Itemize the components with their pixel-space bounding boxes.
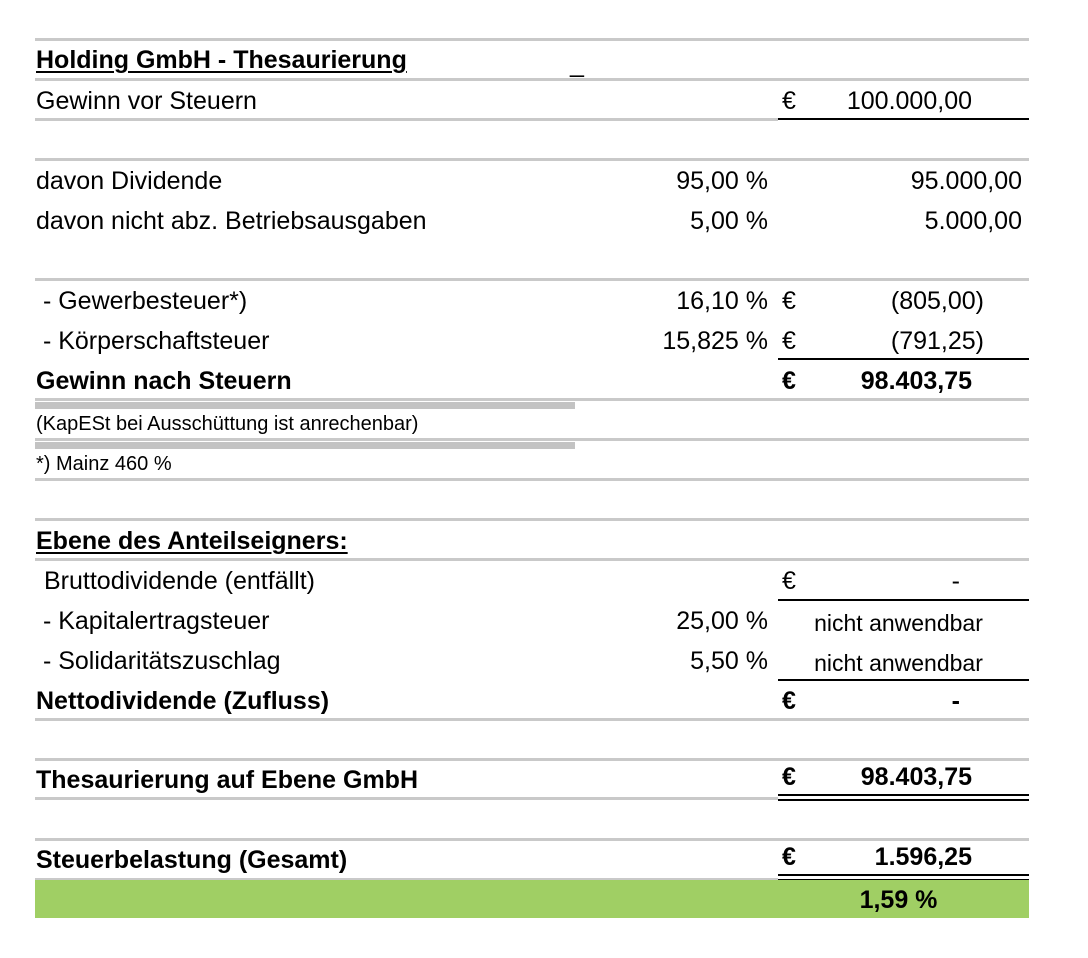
gridline <box>35 838 1029 841</box>
gridline <box>35 478 1029 481</box>
amount: 95.000,00 <box>910 167 1022 195</box>
note-kapest: (KapESt bei Ausschüttung ist anrechenbar) <box>36 413 419 435</box>
amount: 98.403,75 <box>860 763 972 791</box>
currency-symbol: € <box>782 287 796 315</box>
row-label: Nettodividende (Zufluss) <box>36 687 330 715</box>
note-bar <box>35 442 575 449</box>
row-label: Bruttodividende (entfällt) <box>44 567 315 595</box>
row-label: - Gewerbesteuer*) <box>36 287 248 315</box>
currency-symbol: € <box>782 567 796 595</box>
row-label: davon nicht abz. Betriebsausgaben <box>36 207 427 235</box>
currency-symbol: € <box>782 87 796 115</box>
gridline <box>35 797 778 800</box>
row-label: Gewinn nach Steuern <box>36 367 292 395</box>
amount: (791,25) <box>890 327 984 355</box>
section-title: Ebene des Anteilseigners: <box>36 527 348 555</box>
cell-border <box>778 799 1029 801</box>
not-applicable-text: nicht anwendbar <box>814 610 983 636</box>
row-label: - Solidaritätszuschlag <box>36 647 281 675</box>
percentage: 16,10 % <box>676 287 768 315</box>
amount: - <box>951 567 960 595</box>
gridline <box>35 38 1029 41</box>
total-percentage: 1,59 % <box>859 886 938 914</box>
gridline <box>35 78 1029 81</box>
currency-symbol: € <box>782 367 796 395</box>
amount: 1.596,25 <box>874 843 972 871</box>
gridline <box>35 518 1029 521</box>
gridline <box>35 118 778 121</box>
cell-border <box>778 874 1029 876</box>
percentage: 15,825 % <box>662 327 768 355</box>
cell-border <box>778 679 1029 681</box>
percentage: 25,00 % <box>676 607 768 635</box>
cell-border <box>778 599 1029 601</box>
gridline <box>35 278 1029 281</box>
percentage: 5,00 % <box>690 207 768 235</box>
currency-symbol: € <box>782 327 796 355</box>
not-applicable-text: nicht anwendbar <box>814 650 983 676</box>
gridline <box>35 718 1029 721</box>
amount: - <box>951 687 960 715</box>
row-label: Steuerbelastung (Gesamt) <box>36 846 348 874</box>
amount: 100.000,00 <box>846 87 972 115</box>
row-label: - Kapitalertragsteuer <box>36 607 270 635</box>
title-underscore: _ <box>570 50 584 78</box>
currency-symbol: € <box>782 763 796 791</box>
note-bar <box>35 402 575 409</box>
gridline <box>35 558 1029 561</box>
cell-border <box>778 358 1029 360</box>
note-mainz: *) Mainz 460 % <box>36 453 172 475</box>
percentage: 5,50 % <box>690 647 768 675</box>
percentage: 95,00 % <box>676 167 768 195</box>
row-label: Thesaurierung auf Ebene GmbH <box>36 766 419 794</box>
section-title: Holding GmbH - Thesaurierung <box>36 46 407 74</box>
row-label: Gewinn vor Steuern <box>36 87 257 115</box>
currency-symbol: € <box>782 687 796 715</box>
cell-border <box>778 794 1029 796</box>
amount: (805,00) <box>890 287 984 315</box>
amount: 5.000,00 <box>924 207 1022 235</box>
amount: 98.403,75 <box>860 367 972 395</box>
gridline <box>35 758 1029 761</box>
row-label: davon Dividende <box>36 167 223 195</box>
cell-border <box>778 118 1029 120</box>
gridline <box>35 158 1029 161</box>
currency-symbol: € <box>782 843 796 871</box>
gridline <box>35 398 1029 401</box>
row-label: - Körperschaftsteuer <box>36 327 270 355</box>
